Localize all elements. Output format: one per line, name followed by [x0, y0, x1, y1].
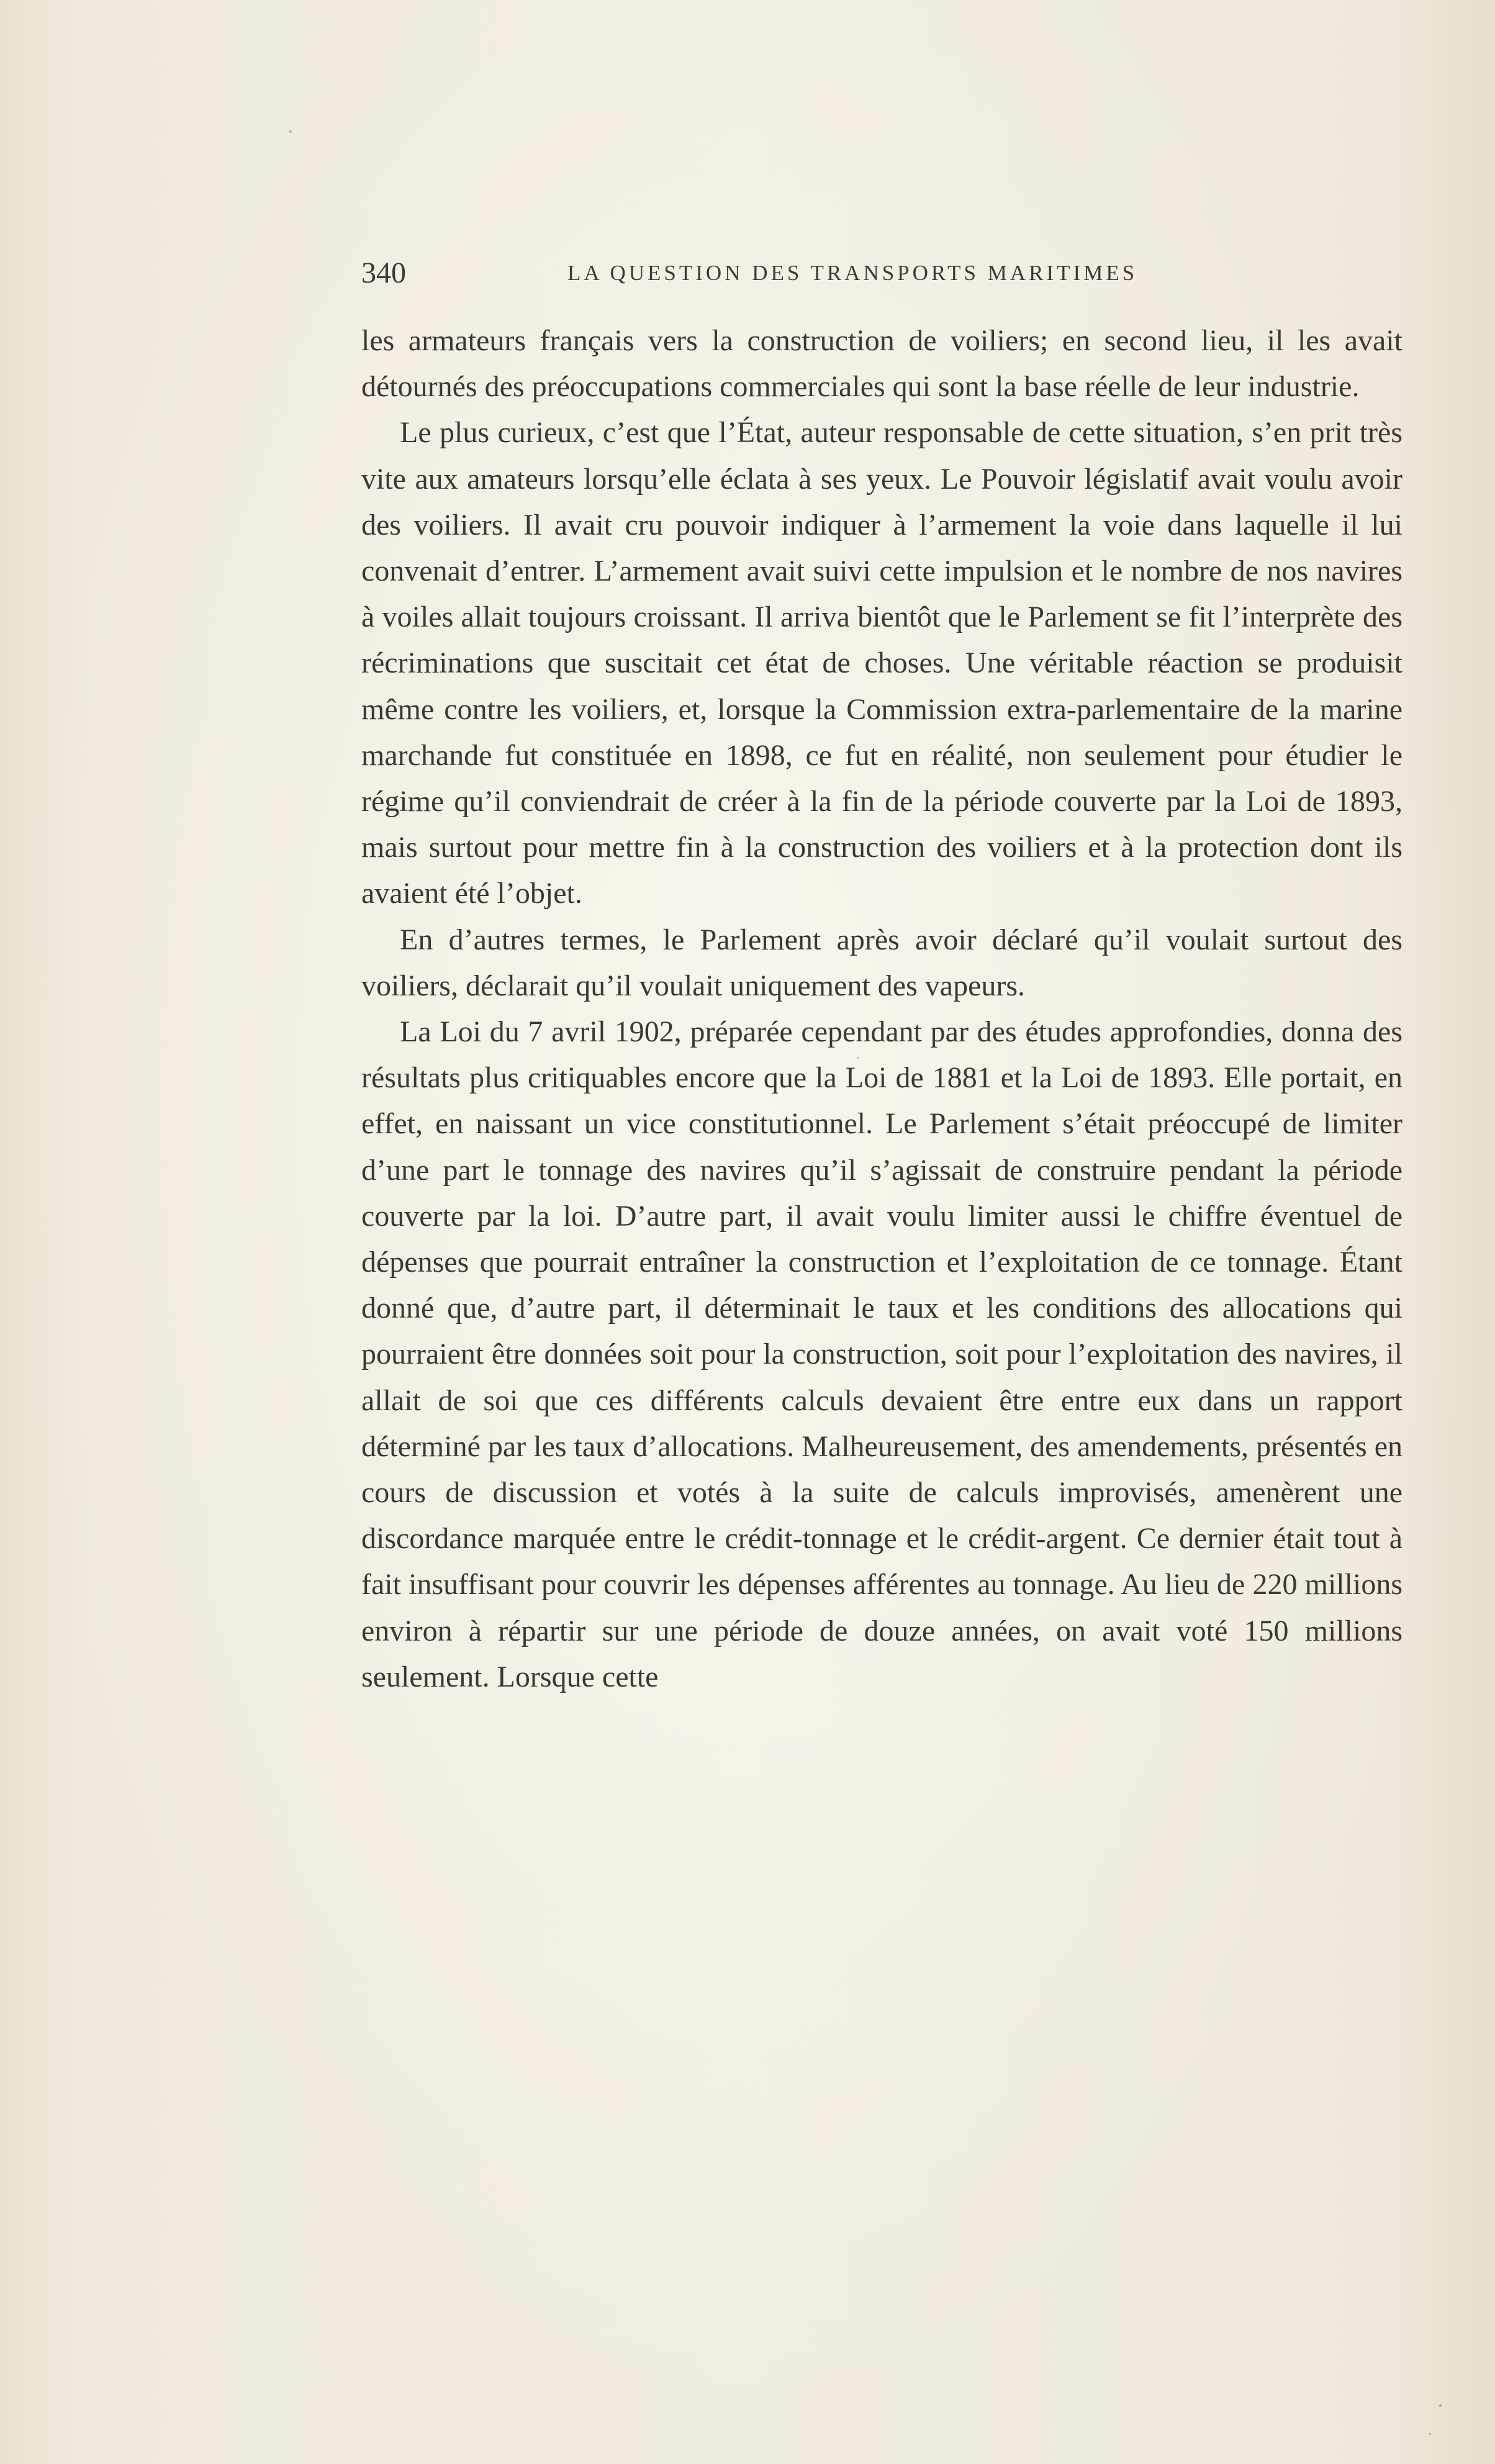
paragraph: Le plus curieux, c’est que l’État, auteur responsable de cette situation, s’en prit très vite aux amateurs lorsqu’elle éclata à ses yeux. Le Pouvoir législatif avait voulu avoir des voiliers. Il avait cru pouvoir indiquer à l’armement la voie dans laquelle il lui convenait d’entrer. L’armement avait suivi cette impulsion et le nombre de nos navires à voiles allait toujours croissant. Il arriva bientôt que le Parlement se fit l’interprète des récriminations que suscitait cet état de choses. Une véritable réaction se produisit même contre les voiliers, et, lorsque la Commission extra-parlementaire de la marine marchande fut constituée en 1898, ce fut en réalité, non seulement pour étudier le régime qu’il conviendrait de créer à la fin de la période couverte par la Loi de 1893, mais surtout pour mettre fin à la construction des voiliers et à la protection dont ils avaient été l’objet. [361, 416, 1402, 910]
running-title: LA QUESTION DES TRANSPORTS MARITIMES [567, 261, 1138, 285]
running-head [361, 255, 1208, 292]
paper-speck [857, 1057, 859, 1059]
paper-speck [1439, 2404, 1442, 2407]
paragraph: La Loi du 7 avril 1902, préparée cependant par des études approfondies, donna des résultats plus critiquables encore que la Loi de 1881 et la Loi de 1893. Elle portait, en effet, en naissant un vice constitutionnel. Le Parlement s’était préoccupé de limiter d’une part le tonnage des navires qu’il s’agissait de construire pendant la période couverte par la loi. D’autre part, il avait voulu limiter aussi le chiffre éventuel de dépenses que pourrait entraîner la construction et l’exploitation de ce tonnage. Étant donné que, d’autre part, il déterminait le taux et les conditions des allocations qui pourraient être données soit pour la construction, soit pour l’exploitation des navires, il allait de soi que ces différents calculs devaient être entre eux dans un rapport déterminé par les taux d’allocations. Malheureusement, des amendements, présentés en cours de discussion et votés à la suite de calculs improvisés, amenèrent une discordance marquée entre le crédit-tonnage et le crédit-argent. Ce dernier était tout à fait insuffisant pour couvrir les dépenses afférentes au tonnage. Au lieu de 220 millions environ à répartir sur une période de douze années, on avait voté 150 millions seulement. Lorsque cette [361, 1015, 1402, 1693]
paper-speck [1429, 2433, 1431, 2435]
paragraph: En d’autres termes, le Parlement après avoir déclaré qu’il voulait surtout des voiliers, déclarait qu’il voulait uniquement des vapeurs. [361, 923, 1402, 1002]
paragraph-continued: les armateurs français vers la construction de voiliers; en second lieu, il les avait détournés des préoccupations commerciales qui sont la base réelle de leur industrie. [361, 324, 1402, 404]
page-number: 340 [361, 256, 406, 289]
body-text [361, 318, 1402, 1700]
paper-speck [289, 130, 292, 133]
